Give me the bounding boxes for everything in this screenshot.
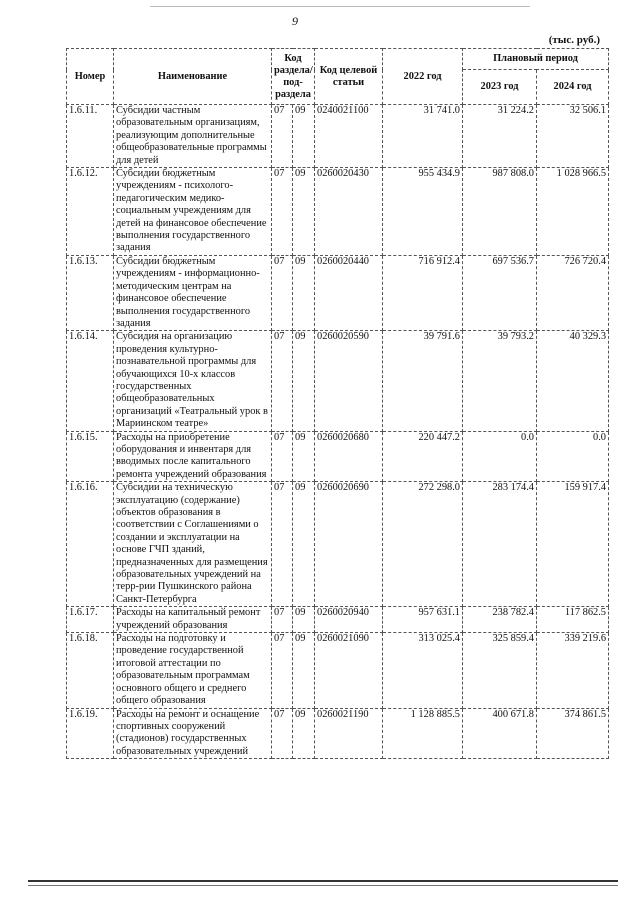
header-name: Наименование <box>114 49 272 105</box>
budget-table <box>66 48 609 759</box>
row-name: Субсидия на организацию проведения культурно-познавательной программы для обучающихся 10-х классов государственных общеобразовательных организаций «Театральный урок в Мариинском театре» <box>114 331 272 431</box>
row-name: Субсидии частным образовательным организациям, реализующим дополнительные общеобразовательные программы для детей <box>114 105 272 168</box>
row-section: 07 <box>272 482 293 607</box>
bottom-rule-thin <box>28 885 618 886</box>
row-value-2022: 1 128 885.5 <box>383 708 463 759</box>
header-section-code: Код раздела/ под- раздела <box>272 49 315 105</box>
table-row <box>67 168 609 256</box>
row-value-2024: 726 720.4 <box>537 255 609 330</box>
row-value-2023: 283 174.4 <box>463 482 537 607</box>
header-2022: 2022 год <box>383 49 463 105</box>
row-value-2024: 1 028 966.5 <box>537 168 609 256</box>
row-name: Субсидии бюджетным учреждениям - информационно-методическим центрам на финансовое обеспечение выполнения государственного задания <box>114 255 272 330</box>
row-name: Субсидии бюджетным учреждениям - психолого-педагогическим медико-социальным учреждениям для детей на финансовое обеспечение выполнения государственного задания <box>114 168 272 256</box>
row-number: 1.6.15. <box>67 431 114 482</box>
row-value-2022: 313 025.4 <box>383 633 463 708</box>
row-target-code: 0260021090 <box>315 633 383 708</box>
row-number: 1.6.11. <box>67 105 114 168</box>
row-value-2022: 716 912.4 <box>383 255 463 330</box>
row-value-2022: 957 631.1 <box>383 607 463 633</box>
header-number: Номер <box>67 49 114 105</box>
row-value-2022: 955 434.9 <box>383 168 463 256</box>
top-rule <box>150 6 530 7</box>
row-target-code: 0260021190 <box>315 708 383 759</box>
row-section: 07 <box>272 331 293 431</box>
row-section: 07 <box>272 431 293 482</box>
header-2024: 2024 год <box>537 70 609 105</box>
row-section: 07 <box>272 708 293 759</box>
row-value-2024: 0.0 <box>537 431 609 482</box>
table-row <box>67 633 609 708</box>
row-section: 07 <box>272 607 293 633</box>
row-name: Расходы на подготовку и проведение государственной итоговой аттестации по образовательным программам основного общего и среднего общего образования <box>114 633 272 708</box>
row-target-code: 0260020430 <box>315 168 383 256</box>
row-number: 1.6.12. <box>67 168 114 256</box>
row-target-code: 0260020940 <box>315 607 383 633</box>
row-subsection: 09 <box>293 633 315 708</box>
row-number: 1.6.18. <box>67 633 114 708</box>
row-value-2024: 159 917.4 <box>537 482 609 607</box>
row-value-2024: 117 862.5 <box>537 607 609 633</box>
table-row <box>67 708 609 759</box>
row-target-code: 0260020680 <box>315 431 383 482</box>
row-subsection: 09 <box>293 431 315 482</box>
row-section: 07 <box>272 255 293 330</box>
row-value-2023: 238 782.4 <box>463 607 537 633</box>
row-subsection: 09 <box>293 708 315 759</box>
table-row <box>67 331 609 431</box>
row-subsection: 09 <box>293 105 315 168</box>
row-value-2023: 39 793.2 <box>463 331 537 431</box>
row-subsection: 09 <box>293 331 315 431</box>
header-2023: 2023 год <box>463 70 537 105</box>
row-value-2024: 374 861.5 <box>537 708 609 759</box>
row-value-2022: 272 298.0 <box>383 482 463 607</box>
header-target-code: Код целевой статьи <box>315 49 383 105</box>
row-subsection: 09 <box>293 255 315 330</box>
table-row <box>67 482 609 607</box>
row-value-2024: 339 219.6 <box>537 633 609 708</box>
row-subsection: 09 <box>293 482 315 607</box>
header-row <box>67 49 609 70</box>
row-target-code: 0260020690 <box>315 482 383 607</box>
row-target-code: 0260020440 <box>315 255 383 330</box>
row-value-2024: 40 329.3 <box>537 331 609 431</box>
row-value-2023: 325 859.4 <box>463 633 537 708</box>
row-value-2023: 0.0 <box>463 431 537 482</box>
row-name: Расходы на капитальный ремонт учреждений образования <box>114 607 272 633</box>
row-name: Расходы на приобретение оборудования и инвентаря для вводимых после капитального ремонта учреждений образования <box>114 431 272 482</box>
row-target-code: 0240021100 <box>315 105 383 168</box>
header-plan-period: Плановый период <box>463 49 609 70</box>
row-number: 1.6.19. <box>67 708 114 759</box>
table-row <box>67 105 609 168</box>
row-subsection: 09 <box>293 168 315 256</box>
row-subsection: 09 <box>293 607 315 633</box>
row-value-2023: 987 808.0 <box>463 168 537 256</box>
row-section: 07 <box>272 105 293 168</box>
row-number: 1.6.17. <box>67 607 114 633</box>
row-section: 07 <box>272 633 293 708</box>
row-name: Расходы на ремонт и оснащение спортивных сооружений (стадионов) государственных образовательных учреждений <box>114 708 272 759</box>
table-row <box>67 255 609 330</box>
page-number: 9 <box>292 14 298 28</box>
table-row <box>67 607 609 633</box>
table-body <box>67 105 609 759</box>
units-label: (тыс. руб.) <box>548 34 600 46</box>
row-value-2022: 31 741.0 <box>383 105 463 168</box>
row-number: 1.6.13. <box>67 255 114 330</box>
row-value-2022: 39 791.6 <box>383 331 463 431</box>
bottom-rule <box>28 880 618 882</box>
table-row <box>67 431 609 482</box>
row-value-2022: 220 447.2 <box>383 431 463 482</box>
row-value-2024: 32 506.1 <box>537 105 609 168</box>
row-value-2023: 31 224.2 <box>463 105 537 168</box>
row-value-2023: 697 536.7 <box>463 255 537 330</box>
row-number: 1.6.14. <box>67 331 114 431</box>
row-section: 07 <box>272 168 293 256</box>
row-name: Субсидии на техническую эксплуатацию (содержание) объектов образования в соответствии с Соглашениями о создании и эксплуатации на основе ГЧП зданий, предназначенных для размещения образовательных учреждений на терр-рии Пушкинского района Санкт-Петербурга <box>114 482 272 607</box>
row-number: 1.6.16. <box>67 482 114 607</box>
row-value-2023: 400 671.8 <box>463 708 537 759</box>
row-target-code: 0260020590 <box>315 331 383 431</box>
